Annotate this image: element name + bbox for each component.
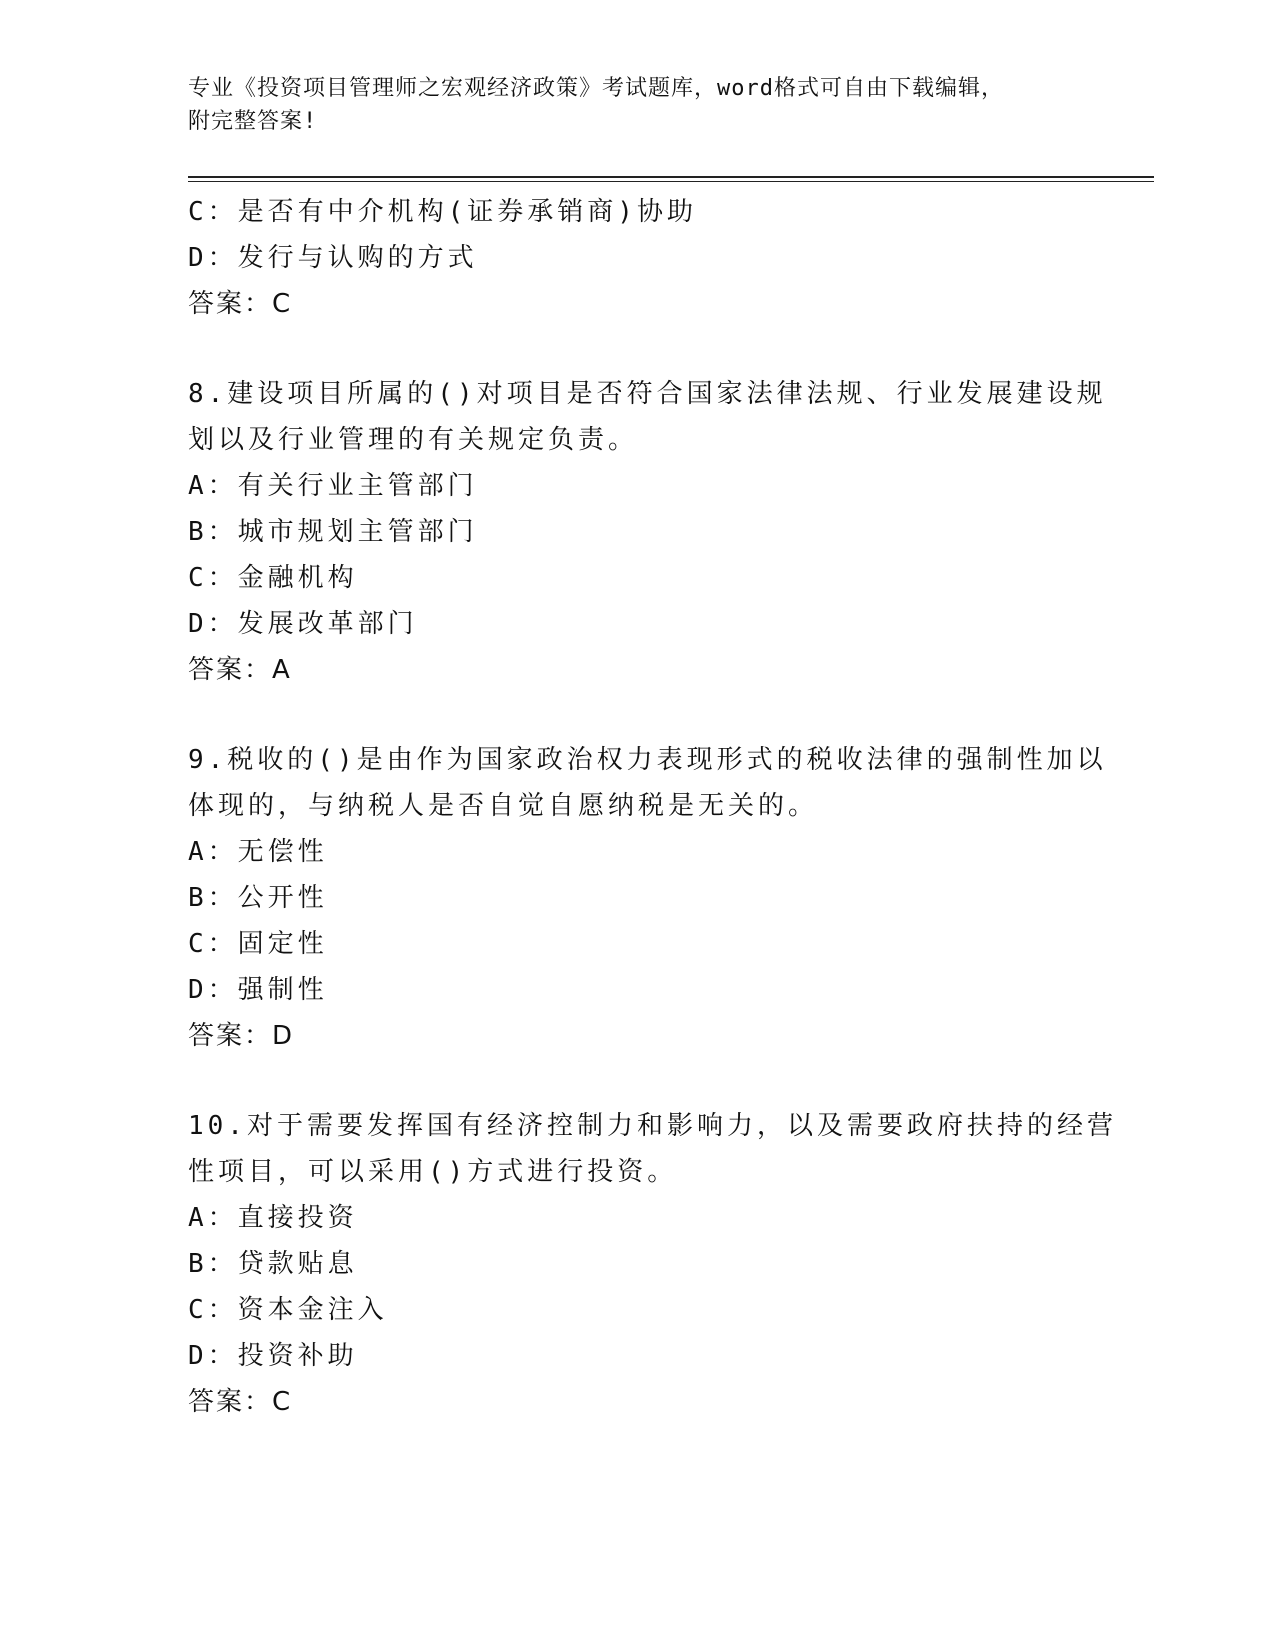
answer-line: 答案：C [188,1387,293,1417]
option-c: C：资本金注入 [188,1295,388,1325]
option-d: D：强制性 [188,975,328,1005]
spacer [188,327,1088,371]
question-stem: 性项目，可以采用()方式进行投资。 [188,1157,678,1187]
question-9 [188,737,1107,1059]
spacer [188,1059,1088,1103]
option-b: B：贷款贴息 [188,1249,358,1279]
question-stem: 8.建设项目所属的()对项目是否符合国家法律法规、行业发展建设规 [188,379,1107,409]
option-a: A：直接投资 [188,1203,358,1233]
option-b: B：城市规划主管部门 [188,517,478,547]
question-stem: 10.对于需要发挥国有经济控制力和影响力，以及需要政府扶持的经营 [188,1111,1117,1141]
option-a: A：有关行业主管部门 [188,471,478,501]
question-stem: 体现的，与纳税人是否自觉自愿纳税是无关的。 [188,791,819,821]
option-c: C：金融机构 [188,563,358,593]
option-d: D：发行与认购的方式 [188,243,478,273]
question-8 [188,371,1107,693]
option-a: A：无偿性 [188,837,328,867]
option-c: C：是否有中介机构(证券承销商)协助 [188,197,697,227]
question-stem: 划以及行业管理的有关规定负责。 [188,425,639,455]
document-header: 专业《投资项目管理师之宏观经济政策》考试题库，word格式可自由下载编辑， 附完整答案! [188,76,1004,134]
option-d: D：发展改革部门 [188,609,418,639]
answer-line: 答案：C [188,289,293,319]
header-divider-thick [188,176,1154,178]
header-divider-thin [188,181,1154,182]
option-d: D：投资补助 [188,1341,358,1371]
option-b: B：公开性 [188,883,328,913]
question-list [188,189,1117,1425]
question-stem: 9.税收的()是由作为国家政治权力表现形式的税收法律的强制性加以 [188,745,1107,775]
question-7-continued [188,189,1088,327]
question-10 [188,1103,1117,1425]
option-c: C：固定性 [188,929,328,959]
answer-line: 答案：A [188,655,292,685]
answer-line: 答案：D [188,1021,295,1051]
spacer [188,693,1088,737]
